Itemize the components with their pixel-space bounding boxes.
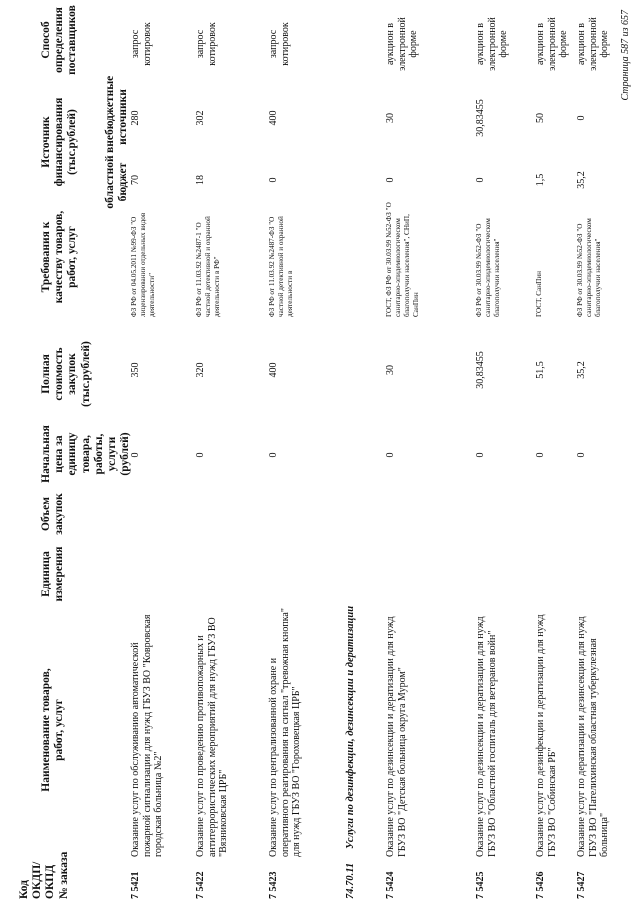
row-code: 7 5425 [475,871,486,899]
section-title: Услуги по дезинфекции, дезинсекции и дератизации [345,605,356,849]
row-method: аукцион в электронной форме [385,17,419,71]
section-code: 74.70.11 [345,862,356,899]
row-total: 30,83455 [475,351,486,389]
funding-regional-header: областной бюджет [104,155,130,209]
row-method: аукцион в электронной форме [475,17,509,71]
row-offbudget: 0 [576,115,587,121]
row-code: 7 5424 [385,871,396,899]
row-regional: 18 [195,175,206,185]
row-code: 7 5423 [268,871,279,899]
row-total: 51,5 [535,361,546,379]
name-header: Наименование товаров, работ, услуг [40,668,66,792]
code-header: Код ОКДП/ ОКПД № заказа [18,851,70,899]
method-header: Способ определения поставщиков [40,5,79,75]
row-price: 0 [475,452,486,458]
row-method: аукцион в электронной форме [576,17,610,71]
volume-header: Объем закупок [40,493,66,535]
row-requirements: ГОСТ, СанПин [535,270,543,317]
row-name: Оказание услуг по централизованной охране и оперативного реагирования на сигнал "тревожная кнопка" для нужд ГБУЗ ВО "Гороховецкая ЦРБ" [268,608,302,857]
price-header: Начальная цена за единицу товара, работы, услуги (рублей) [40,425,132,483]
row-price: 0 [535,452,546,458]
row-requirements: ГОСТ, ФЗ РФ от 30.03.99 №52-ФЗ "О санитарно-эпидемиологическом благополучии населения", СНиП, СанПин [385,202,420,317]
row-requirements: ФЗ РФ от 11.03.92 №2487-1 "О частной детективной и охранной деятельности в РФ" [195,216,221,317]
row-code: 7 5426 [535,871,546,899]
row-regional: 1,5 [535,173,546,187]
row-name: Оказание услуг по дератизации и дезинсекции для нужд ГБУЗ ВО "Пателихинская областная туберкулезная больница" [576,616,610,857]
row-method: запрос котировок [195,22,218,66]
row-requirements: ФЗ РФ от 30.03.99 №52-ФЗ "О санитарно-эпидемиологическом благополучии населения" [576,218,602,317]
row-name: Оказание услуг по дезинсекции и дератизации для нужд ГБУЗ ВО "Областной госпиталь для ветеранов войн" [475,616,498,857]
row-offbudget: 280 [130,110,141,126]
row-code: 7 5427 [576,871,587,899]
row-method: аукцион в электронной форме [535,17,569,71]
page-number: Страница 587 из 657 [620,10,631,101]
row-regional: 0 [475,177,486,183]
row-requirements: ФЗ РФ от 30.03.99 №52-ФЗ "О санитарно-эпидемиологическом благополучии населения" [475,218,501,317]
row-regional: 0 [268,177,279,183]
funding-header: Источник финансирования (тыс.рублей) [40,97,79,187]
row-regional: 70 [130,175,141,185]
row-price: 0 [130,452,141,458]
row-regional: 35,2 [576,171,587,189]
row-method: запрос котировок [268,22,291,66]
row-name: Оказание услуг по дезинсекции и дератизации для нужд ГБУЗ ВО "Детская больница округа Муром" [385,616,408,857]
total-header: Полная стоимость закупок (тыс.рублей) [40,341,92,407]
row-price: 0 [576,452,587,458]
row-total: 30 [385,365,396,375]
row-method: запрос котировок [130,22,153,66]
row-regional: 0 [385,177,396,183]
row-code: 7 5422 [195,871,206,899]
row-total: 400 [268,362,279,378]
row-requirements: ФЗ РФ от 11.03.92 №2487-ФЗ "О частной детективной и охранной деятельности в [268,216,294,317]
row-total: 320 [195,362,206,378]
row-offbudget: 30,83455 [475,99,486,137]
row-offbudget: 50 [535,113,546,123]
row-offbudget: 400 [268,110,279,126]
row-offbudget: 302 [195,110,206,126]
row-total: 35,2 [576,361,587,379]
row-requirements: ФЗ РФ от 04.05.2011 №99-ФЗ "О лицензировании отдельных видов деятельности" [130,212,156,317]
row-name: Оказание услуг по дезинфекции и дератизации для нужд ГБУЗ ВО "Собинская РБ" [535,614,558,857]
row-name: Оказание услуг по обслуживанию автоматической пожарной сигнализации для нужд ГБУЗ ВО "Ковровская городская больница №2" [130,614,164,857]
unit-header: Единица измерения [40,546,66,602]
row-price: 0 [268,452,279,458]
requirements-header: Требования к качеству товаров, работ, услуг [40,210,79,304]
funding-offbudget-header: внебюджетные источники [104,75,130,153]
row-price: 0 [385,452,396,458]
row-price: 0 [195,452,206,458]
row-code: 7 5421 [130,871,141,899]
row-name: Оказание услуг по проведению противопожарных и антитеррористических мероприятий для нужд ГБУЗ ВО "Вязниковская ЦРБ" [195,617,229,857]
row-total: 350 [130,362,141,378]
row-offbudget: 30 [385,113,396,123]
